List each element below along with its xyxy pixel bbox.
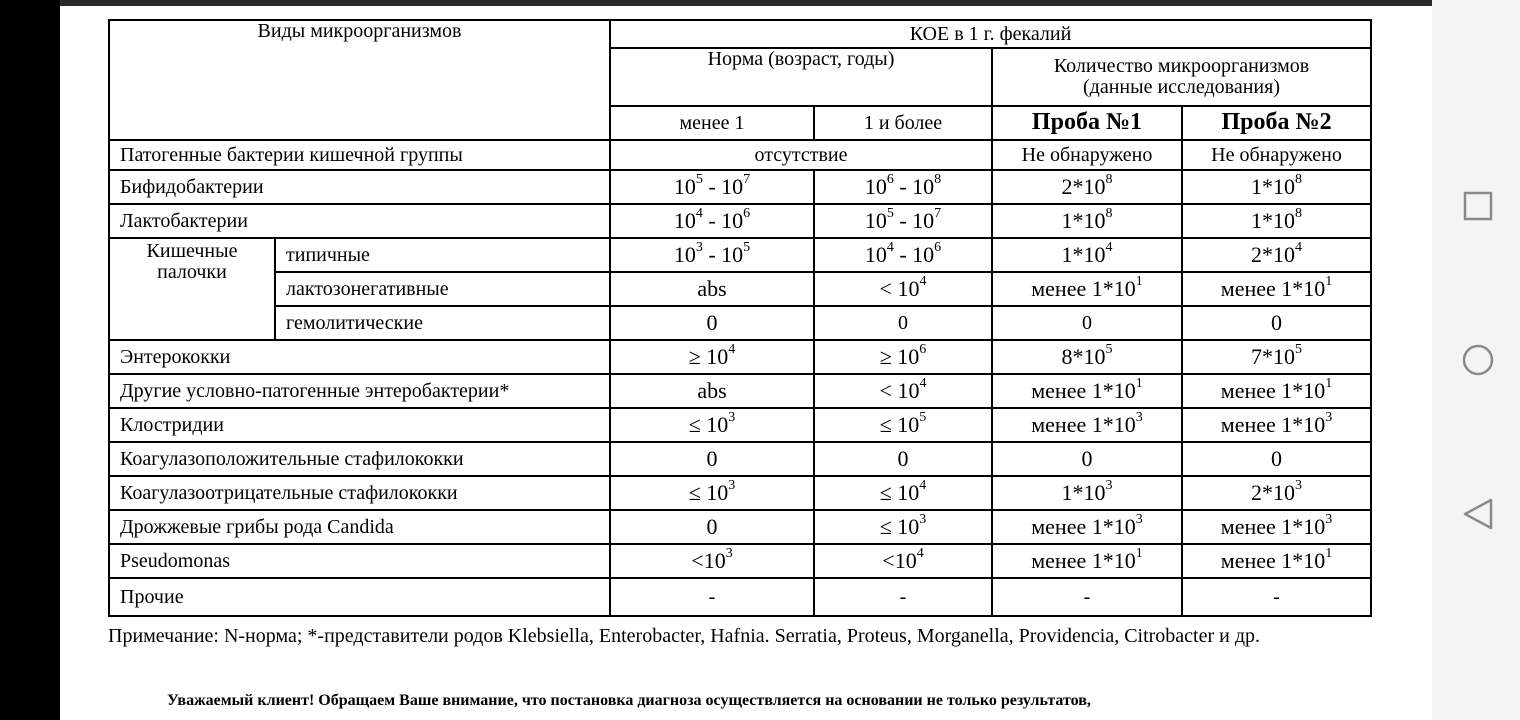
- row-ecoli-typical-n2: $10^4 - 10^6$: [814, 238, 992, 272]
- row-other-n2: -: [814, 578, 992, 616]
- row-clostridia-n1: ≤ $10^3$: [610, 408, 814, 442]
- header-quantity-line2: (данные исследования): [1083, 76, 1280, 98]
- row-ecoli-hemolytic-s2: 0: [1182, 306, 1371, 340]
- header-sample1: Проба №1: [992, 106, 1182, 140]
- row-candida-n1: 0: [610, 510, 814, 544]
- header-species: Виды микроорганизмов: [109, 20, 610, 140]
- row-other-name: Прочие: [109, 578, 610, 616]
- row-bifido-name: Бифидобактерии: [109, 170, 610, 204]
- row-other-n1: -: [610, 578, 814, 616]
- row-entero-s2: $7*10^5$: [1182, 340, 1371, 374]
- row-coag-neg-s1: $1*10^3$: [992, 476, 1182, 510]
- row-other-entero-name: Другие условно-патогенные энтеробактерии*: [109, 374, 610, 408]
- row-lacto-n1: $10^4 - 10^6$: [610, 204, 814, 238]
- row-entero-name: Энтерококки: [109, 340, 610, 374]
- row-pathogenic-s2: Не обнаружено: [1182, 140, 1371, 170]
- client-notice: Уважаемый клиент! Обращаем Ваше внимание, что постановка диагноза осуществляется на основании не только результатов,: [167, 692, 1091, 709]
- row-ecoli-typical-n1: $10^3 - 10^5$: [610, 238, 814, 272]
- row-pseudomonas-n1: $<10^3$: [610, 544, 814, 578]
- row-other-entero-n2: < $10^4$: [814, 374, 992, 408]
- row-ecoli-hemolytic-name: гемолитические: [275, 306, 610, 340]
- row-clostridia-s2: менее $1*10^3$: [1182, 408, 1371, 442]
- row-pathogenic-norm: отсутствие: [610, 140, 992, 170]
- triangle-back-icon: [1461, 497, 1495, 531]
- row-candida-s1: менее $1*10^3$: [992, 510, 1182, 544]
- row-ecoli-typical-name: типичные: [275, 238, 610, 272]
- row-ecoli-group-name: Кишечные палочки: [109, 238, 275, 340]
- row-pseudomonas-n2: $<10^4$: [814, 544, 992, 578]
- row-ecoli-lactoneg-name: лактозонегативные: [275, 272, 610, 306]
- row-ecoli-lactoneg-n2: < $10^4$: [814, 272, 992, 306]
- row-bifido-n2: $10^6 - 10^8$: [814, 170, 992, 204]
- header-quantity: [992, 48, 1371, 106]
- row-coag-neg-n1: ≤ $10^3$: [610, 476, 814, 510]
- row-lacto-n2: $10^5 - 10^7$: [814, 204, 992, 238]
- row-lacto-s2: $1*10^8$: [1182, 204, 1371, 238]
- row-coag-pos-name: Коагулазоположительные стафилококки: [109, 442, 610, 476]
- row-pseudomonas-name: Pseudomonas: [109, 544, 610, 578]
- row-coag-pos-s1: 0: [992, 442, 1182, 476]
- header-sample2: Проба №2: [1182, 106, 1371, 140]
- row-lacto-name: Лактобактерии: [109, 204, 610, 238]
- header-quantity-line1: Количество микроорганизмов: [1053, 55, 1310, 77]
- row-entero-n2: ≥ $10^6$: [814, 340, 992, 374]
- square-icon: [1462, 190, 1494, 222]
- row-ecoli-lactoneg-s1: менее $1*10^1$: [992, 272, 1182, 306]
- row-pathogenic-name: Патогенные бактерии кишечной группы: [109, 140, 610, 170]
- row-other-entero-s2: менее $1*10^1$: [1182, 374, 1371, 408]
- row-other-entero-n1: abs: [610, 374, 814, 408]
- row-ecoli-lactoneg-n1: abs: [610, 272, 814, 306]
- row-ecoli-typical-s2: $2*10^4$: [1182, 238, 1371, 272]
- header-age-ge1: 1 и более: [814, 106, 992, 140]
- row-ecoli-lactoneg-s2: менее $1*10^1$: [1182, 272, 1371, 306]
- row-ecoli-hemolytic-n2: 0: [814, 306, 992, 340]
- row-ecoli-typical-s1: $1*10^4$: [992, 238, 1182, 272]
- header-norm: Норма (возраст, годы): [610, 48, 992, 106]
- back-button[interactable]: [1460, 496, 1496, 532]
- footnote: Примечание: N-норма; *-представители родов Klebsiella, Enterobacter, Hafnia. Serratia, Proteus, Morganella, Providencia, Citrobacter и др.: [108, 625, 1261, 647]
- row-bifido-n1: $10^5 - 10^7$: [610, 170, 814, 204]
- row-candida-name: Дрожжевые грибы рода Candida: [109, 510, 610, 544]
- home-button[interactable]: [1460, 342, 1496, 378]
- header-cfu: КОЕ в 1 г. фекалий: [610, 20, 1371, 48]
- row-bifido-s2: $1*10^8$: [1182, 170, 1371, 204]
- row-other-s1: -: [992, 578, 1182, 616]
- row-candida-n2: ≤ $10^3$: [814, 510, 992, 544]
- row-ecoli-hemolytic-n1: 0: [610, 306, 814, 340]
- row-coag-pos-n1: 0: [610, 442, 814, 476]
- row-pathogenic-s1: Не обнаружено: [992, 140, 1182, 170]
- row-candida-s2: менее $1*10^3$: [1182, 510, 1371, 544]
- microflora-table: [108, 19, 1372, 617]
- row-entero-n1: ≥ $10^4$: [610, 340, 814, 374]
- row-clostridia-n2: ≤ $10^5$: [814, 408, 992, 442]
- row-lacto-s1: $1*10^8$: [992, 204, 1182, 238]
- left-black-bar: [0, 0, 60, 720]
- row-coag-neg-s2: $2*10^3$: [1182, 476, 1371, 510]
- recent-apps-button[interactable]: [1460, 188, 1496, 224]
- row-clostridia-s1: менее $1*10^3$: [992, 408, 1182, 442]
- row-pseudomonas-s1: менее $1*10^1$: [992, 544, 1182, 578]
- row-other-entero-s1: менее $1*10^1$: [992, 374, 1182, 408]
- row-clostridia-name: Клостридии: [109, 408, 610, 442]
- row-coag-pos-n2: 0: [814, 442, 992, 476]
- header-age-lt1: менее 1: [610, 106, 814, 140]
- row-coag-neg-name: Коагулазоотрицательные стафилококки: [109, 476, 610, 510]
- row-entero-s1: $8*10^5$: [992, 340, 1182, 374]
- row-coag-pos-s2: 0: [1182, 442, 1371, 476]
- row-bifido-s1: $2*10^8$: [992, 170, 1182, 204]
- row-other-s2: -: [1182, 578, 1371, 616]
- row-ecoli-hemolytic-s1: 0: [992, 306, 1182, 340]
- circle-icon: [1461, 343, 1495, 377]
- row-pseudomonas-s2: менее $1*10^1$: [1182, 544, 1371, 578]
- row-coag-neg-n2: ≤ $10^4$: [814, 476, 992, 510]
